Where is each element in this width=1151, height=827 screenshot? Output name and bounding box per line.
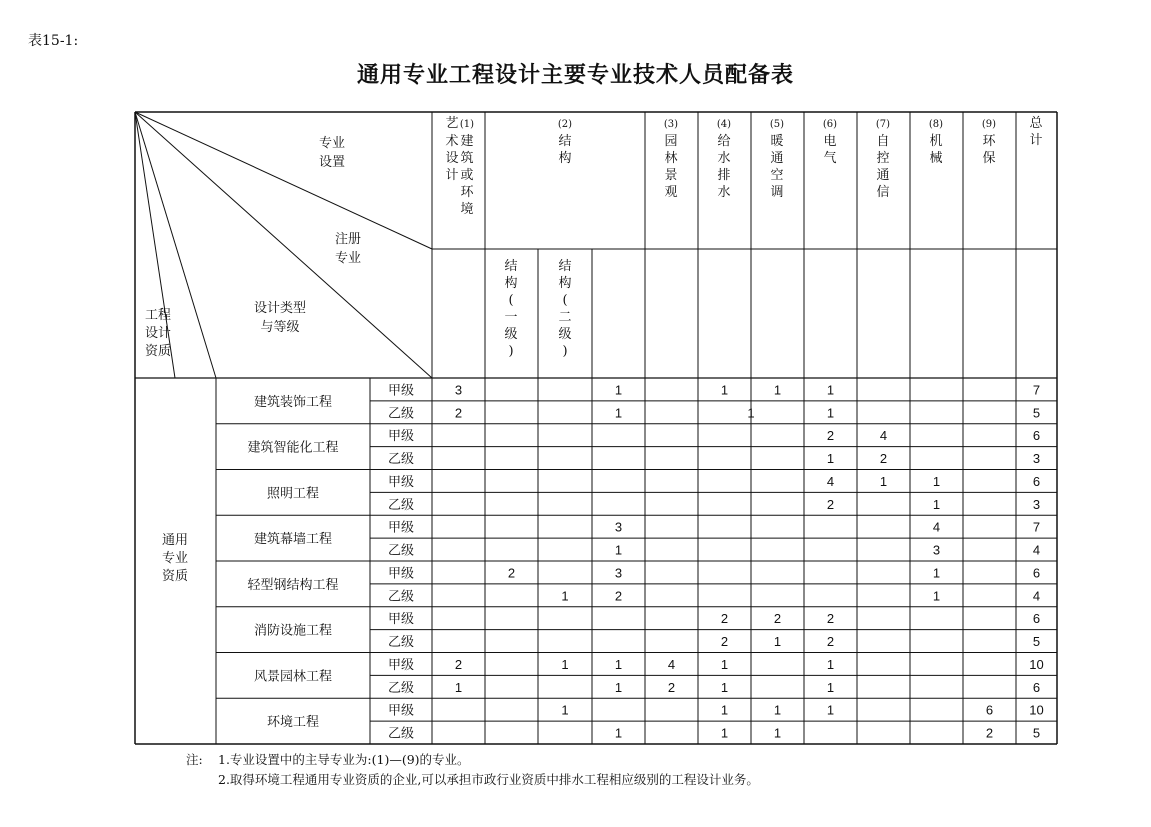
group-label: 专业 [161, 551, 189, 566]
table-cell-value: 2 [507, 565, 516, 581]
table-cell-value: 5 [1032, 405, 1041, 421]
grade-label: 甲级 [387, 703, 415, 719]
column-number: (7) [875, 119, 891, 130]
table-cell-value: 1 [773, 725, 782, 741]
table-cell-value: 1 [614, 679, 623, 695]
project-name: 建筑幕墙工程 [253, 532, 333, 548]
grade-label: 乙级 [387, 726, 415, 742]
column-number: (3) [663, 119, 679, 130]
grade-label: 甲级 [387, 429, 415, 445]
grade-label: 乙级 [387, 406, 415, 422]
registered-subheader-char: 构 [504, 276, 518, 291]
grade-label: 乙级 [387, 543, 415, 559]
group-label: 通用 [161, 533, 189, 548]
column-header-char: 计 [445, 168, 459, 183]
corner-label-qualification: 工程 [144, 308, 172, 323]
table-cell-value: 1 [826, 679, 835, 695]
column-header-char: 或 [460, 168, 474, 183]
registered-subheader-char: ) [508, 344, 514, 359]
registered-subheader-char: 级 [558, 327, 572, 342]
table-cell-value: 1 [614, 405, 623, 421]
column-header-char: 水 [717, 185, 731, 200]
project-name: 消防设施工程 [253, 623, 333, 639]
group-label: 资质 [161, 569, 189, 584]
table-cell-value: 3 [1032, 496, 1041, 512]
table-cell-value: 5 [1032, 634, 1041, 650]
table-cell-value: 1 [879, 473, 888, 489]
grade-label: 甲级 [387, 612, 415, 628]
column-header-char: 艺 [445, 116, 459, 131]
table-cell-value: 1 [720, 382, 729, 398]
table-cell-value: 6 [1032, 611, 1041, 627]
column-header-char: 总 [1029, 116, 1043, 131]
table-cell-value: 2 [454, 656, 463, 672]
table-cell-value: 2 [826, 611, 835, 627]
column-header-char: 园 [664, 134, 678, 149]
notes [186, 750, 759, 790]
table-cell-value: 10 [1029, 656, 1044, 672]
table-cell-value: 1 [614, 656, 623, 672]
project-name: 建筑智能化工程 [247, 440, 339, 456]
column-header-char: 暖 [770, 134, 784, 149]
column-header-char: 境 [460, 202, 474, 217]
column-header-char: 林 [664, 151, 678, 166]
project-name: 轻型钢结构工程 [247, 577, 339, 593]
grade-label: 甲级 [387, 566, 415, 582]
table-cell-value: 1 [454, 679, 463, 695]
column-number: (5) [769, 119, 785, 130]
project-name: 建筑装饰工程 [253, 394, 333, 410]
note-row-2 [186, 770, 759, 790]
table-cell-value: 1 [614, 725, 623, 741]
grade-label: 乙级 [387, 589, 415, 605]
column-header-char: 水 [717, 151, 731, 166]
note-row-1 [186, 750, 759, 770]
column-header-char: 控 [876, 151, 890, 166]
table-cell-value: 5 [1032, 725, 1041, 741]
column-header-char: 计 [1029, 133, 1043, 148]
table-cell-value: 2 [773, 611, 782, 627]
column-header-char: 保 [982, 151, 996, 166]
table-cell-value: 1 [826, 382, 835, 398]
column-header-char: 信 [876, 185, 890, 200]
registered-subheader-char: ( [562, 293, 568, 308]
table-cell-value: 1 [561, 702, 569, 718]
table-cell-value: 1 [614, 542, 623, 558]
table-cell-value: 1 [773, 634, 782, 650]
table-cell-value: 1 [720, 725, 729, 741]
table-cell-value: 1 [932, 565, 941, 581]
column-header-char: 建 [460, 134, 474, 149]
column-header-char: 机 [929, 134, 943, 149]
table-cell-value: 1 [561, 588, 569, 604]
corner-label-specialty: 设置 [318, 155, 346, 170]
note-1: 1.专业设置中的主导专业为:(1)—(9)的专业。 [218, 752, 470, 767]
column-header-char: 械 [929, 151, 943, 166]
table-cell-value: 6 [985, 702, 994, 718]
grade-label: 乙级 [387, 680, 415, 696]
corner-diagonal [135, 112, 432, 249]
corner-label-qualification: 资质 [144, 344, 172, 359]
column-number: (9) [981, 119, 997, 130]
project-name: 照明工程 [266, 486, 320, 502]
column-number: (6) [822, 119, 838, 130]
registered-subheader-char: ) [562, 344, 568, 359]
column-number: (8) [928, 119, 944, 130]
table-cell-value: 4 [1032, 542, 1041, 558]
table-cell-value: 1 [720, 679, 729, 695]
table-cell-value: 3 [1032, 451, 1041, 467]
column-header-char: 环 [460, 185, 474, 200]
table-cell-value: 4 [826, 473, 835, 489]
table-cell-value: 2 [879, 451, 888, 467]
column-header-char: 筑 [460, 151, 474, 166]
table-cell-value: 2 [826, 496, 835, 512]
table-cell-value: 2 [614, 588, 623, 604]
column-number: (4) [716, 119, 732, 130]
table-cell-value: 1 [720, 702, 729, 718]
page-title: 通用专业工程设计主要专业技术人员配备表 [356, 63, 794, 88]
project-name: 环境工程 [266, 715, 320, 731]
column-header-char: 气 [823, 151, 837, 166]
grade-label: 甲级 [387, 474, 415, 490]
table-label: 表15-1: [28, 33, 79, 49]
corner-label-specialty: 专业 [318, 136, 346, 151]
grade-label: 乙级 [387, 452, 415, 468]
column-header-char: 结 [558, 134, 572, 149]
table-cell-value: 1 [932, 496, 941, 512]
table-cell-value: 1 [614, 382, 623, 398]
table-cell-value: 4 [1032, 588, 1041, 604]
registered-subheader-char: 结 [504, 259, 518, 274]
table-cell-value: 6 [1032, 473, 1041, 489]
table-cell-value: 1 [826, 656, 835, 672]
corner-label-registered: 专业 [334, 251, 362, 266]
column-header-char: 通 [770, 151, 784, 166]
table-cell-value: 1 [932, 588, 941, 604]
table-cell-value: 1 [826, 451, 835, 467]
table-cell-value: 7 [1032, 519, 1041, 535]
project-name: 风景园林工程 [253, 669, 333, 685]
grade-label: 甲级 [387, 657, 415, 673]
table-cell-value: 1 [932, 473, 941, 489]
note-2: 2.取得环境工程通用专业资质的企业,可以承担市政行业资质中排水工程相应级别的工程设计业务。 [218, 772, 759, 787]
table-cell-value: 1 [720, 656, 729, 672]
table-cell-value: 1 [747, 405, 755, 421]
table-cell-value: 4 [879, 428, 888, 444]
table-cell-value: 7 [1032, 382, 1041, 398]
table-cell-value: 3 [932, 542, 941, 558]
column-header-char: 景 [664, 168, 678, 183]
table-cell-value: 4 [667, 656, 676, 672]
table-cell-value: 3 [454, 382, 463, 398]
table-cell-value: 6 [1032, 428, 1041, 444]
corner-label-qualification: 设计 [144, 326, 172, 341]
table-cell-value: 2 [826, 428, 835, 444]
grade-label: 甲级 [387, 383, 415, 399]
registered-subheader-char: 一 [504, 310, 518, 325]
column-header-char: 构 [558, 151, 572, 166]
column-number: (1) [459, 119, 475, 130]
column-header-char: 设 [445, 151, 459, 166]
registered-subheader-char: 二 [558, 310, 572, 325]
table-cell-value: 2 [454, 405, 463, 421]
table-cell-value: 1 [826, 702, 835, 718]
table-cell-value: 6 [1032, 565, 1041, 581]
registered-subheader-char: 结 [558, 259, 572, 274]
table-cell-value: 2 [985, 725, 994, 741]
table-cell-value: 2 [720, 611, 729, 627]
column-header-char: 给 [717, 134, 731, 149]
column-header-char: 术 [445, 134, 459, 149]
table-cell-value: 1 [773, 382, 782, 398]
column-header-char: 环 [982, 134, 996, 149]
corner-label-registered: 注册 [334, 232, 362, 247]
corner-label-design-type: 与等级 [260, 320, 300, 335]
table-cell-value: 2 [667, 679, 676, 695]
table-cell-value: 2 [720, 634, 729, 650]
notes-prefix: 注: [186, 752, 203, 767]
table-cell-value: 3 [614, 565, 623, 581]
table-cell-value: 1 [773, 702, 782, 718]
column-header-char: 排 [717, 168, 731, 183]
table-cell-value: 1 [561, 656, 569, 672]
column-header-char: 电 [823, 134, 837, 149]
table-cell-value: 3 [614, 519, 623, 535]
column-header-char: 空 [770, 168, 784, 183]
registered-subheader-char: 构 [558, 276, 572, 291]
registered-subheader-char: ( [508, 293, 514, 308]
table-cell-value: 2 [826, 634, 835, 650]
table-cell-value: 10 [1029, 702, 1044, 718]
column-header-char: 调 [770, 185, 784, 200]
grade-label: 乙级 [387, 497, 415, 513]
table-cell-value: 1 [826, 405, 835, 421]
corner-diagonal [135, 112, 432, 378]
table-cell-value: 4 [932, 519, 941, 535]
table-cell-value: 6 [1032, 679, 1041, 695]
grade-label: 甲级 [387, 520, 415, 536]
registered-subheader-char: 级 [504, 327, 518, 342]
column-header-char: 观 [664, 185, 678, 200]
grade-label: 乙级 [387, 635, 415, 651]
column-header-char: 自 [876, 134, 890, 149]
corner-label-design-type: 设计类型 [253, 301, 307, 316]
column-header-char: 通 [876, 168, 890, 183]
column-number: (2) [557, 119, 573, 130]
